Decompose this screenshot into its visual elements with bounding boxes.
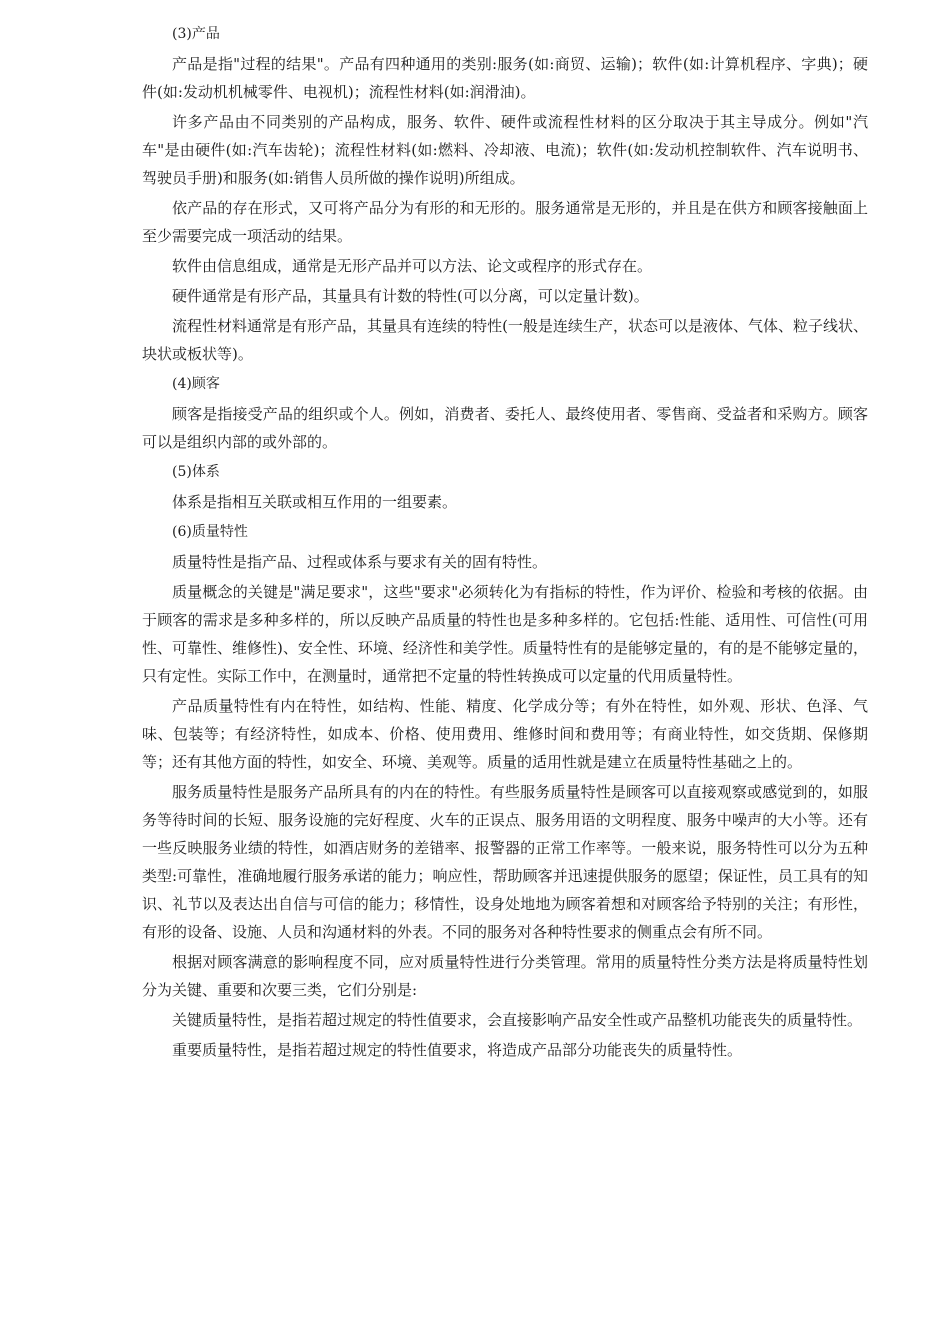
section-heading-product: (3)产品 — [172, 26, 220, 42]
paragraph-key-characteristics: 关键质量特性，是指若超过规定的特性值要求，会直接影响产品安全性或产品整机功能丧失的质量特性。 — [172, 1011, 863, 1029]
paragraph-product-composition: 许多产品由不同类别的产品构成，服务、软件、硬件或流程性材料的区分取决于其主导成分。例如"汽车"是由硬件(如:汽车齿轮)；流程性材料(如:燃料、冷却液、电流)；软件(如:发动机控制软件、汽车说明书、驾驶员手册)和服务(如:销售人员所做的操作说明)所组成。 — [142, 113, 868, 187]
paragraph-quality-concept: 质量概念的关键是"满足要求"，这些"要求"必须转化为有指标的特性，作为评价、检验和考核的依据。由于顾客的需求是多种多样的，所以反映产品质量的特性也是多种多样的。它包括:性能、适用性、可信性(可用性、可靠性、维修性)、安全性、环境、经济性和美学性。质量特性有的是能够定量的，有的是不能够定量的，只有定性。实际工作中，在测量时，通常把不定量的特性转换成可以定量的代用质量特性。 — [142, 583, 868, 685]
paragraph-product-forms: 依产品的存在形式，又可将产品分为有形的和无形的。服务通常是无形的，并且是在供方和顾客接触面上至少需要完成一项活动的结果。 — [142, 199, 868, 245]
paragraph-classification-management: 根据对顾客满意的影响程度不同，应对质量特性进行分类管理。常用的质量特性分类方法是将质量特性划分为关键、重要和次要三类，它们分别是: — [142, 953, 868, 999]
paragraph-service-quality-characteristics: 服务质量特性是服务产品所具有的内在的特性。有些服务质量特性是顾客可以直接观察或感觉到的，如服务等待时间的长短、服务设施的完好程度、火车的正误点、服务用语的文明程度、服务中噪声的大小等。还有一些反映服务业绩的特性，如酒店财务的差错率、报警器的正常工作率等。一般来说，服务特性可以分为五种类型:可靠性，准确地履行服务承诺的能力；响应性，帮助顾客并迅速提供服务的愿望；保证性，员工具有的知识、礼节以及表达出自信与可信的能力；移情性，设身处地地为顾客着想和对顾客给予特别的关注；有形性，有形的设备、设施、人员和沟通材料的外表。不同的服务对各种特性要求的侧重点会有所不同。 — [142, 783, 868, 941]
paragraph-product-definition: 产品是指"过程的结果"。产品有四种通用的类别:服务(如:商贸、运输)；软件(如:计算机程序、字典)；硬件(如:发动机机械零件、电视机)；流程性材料(如:润滑油)。 — [142, 55, 868, 101]
paragraph-product-quality-characteristics: 产品质量特性有内在特性，如结构、性能、精度、化学成分等；有外在特性，如外观、形状、色泽、气味、包装等；有经济特性，如成本、价格、使用费用、维修时间和费用等；有商业特性，如交货期、保修期等；还有其他方面的特性，如安全、环境、美观等。质量的适用性就是建立在质量特性基础之上的。 — [142, 697, 868, 771]
paragraph-customer-definition: 顾客是指接受产品的组织或个人。例如，消费者、委托人、最终使用者、零售商、受益者和采购方。顾客可以是组织内部的或外部的。 — [142, 405, 868, 451]
paragraph-quality-characteristics-definition: 质量特性是指产品、过程或体系与要求有关的固有特性。 — [172, 553, 548, 571]
section-heading-customer: (4)顾客 — [172, 376, 220, 392]
section-heading-system: (5)体系 — [172, 464, 220, 480]
paragraph-system-definition: 体系是指相互关联或相互作用的一组要素。 — [172, 493, 458, 511]
paragraph-software: 软件由信息组成，通常是无形产品并可以方法、论文或程序的形式存在。 — [172, 257, 653, 275]
section-heading-quality-characteristics: (6)质量特性 — [172, 524, 248, 540]
paragraph-important-characteristics: 重要质量特性，是指若超过规定的特性值要求，将造成产品部分功能丧失的质量特性。 — [172, 1041, 743, 1059]
document-body — [142, 20, 868, 1066]
paragraph-hardware: 硬件通常是有形产品，其量具有计数的特性(可以分离，可以定量计数)。 — [172, 287, 649, 305]
paragraph-processed-materials: 流程性材料通常是有形产品，其量具有连续的特性(一般是连续生产，状态可以是液体、气体、粒子线状、块状或板状等)。 — [142, 317, 868, 363]
